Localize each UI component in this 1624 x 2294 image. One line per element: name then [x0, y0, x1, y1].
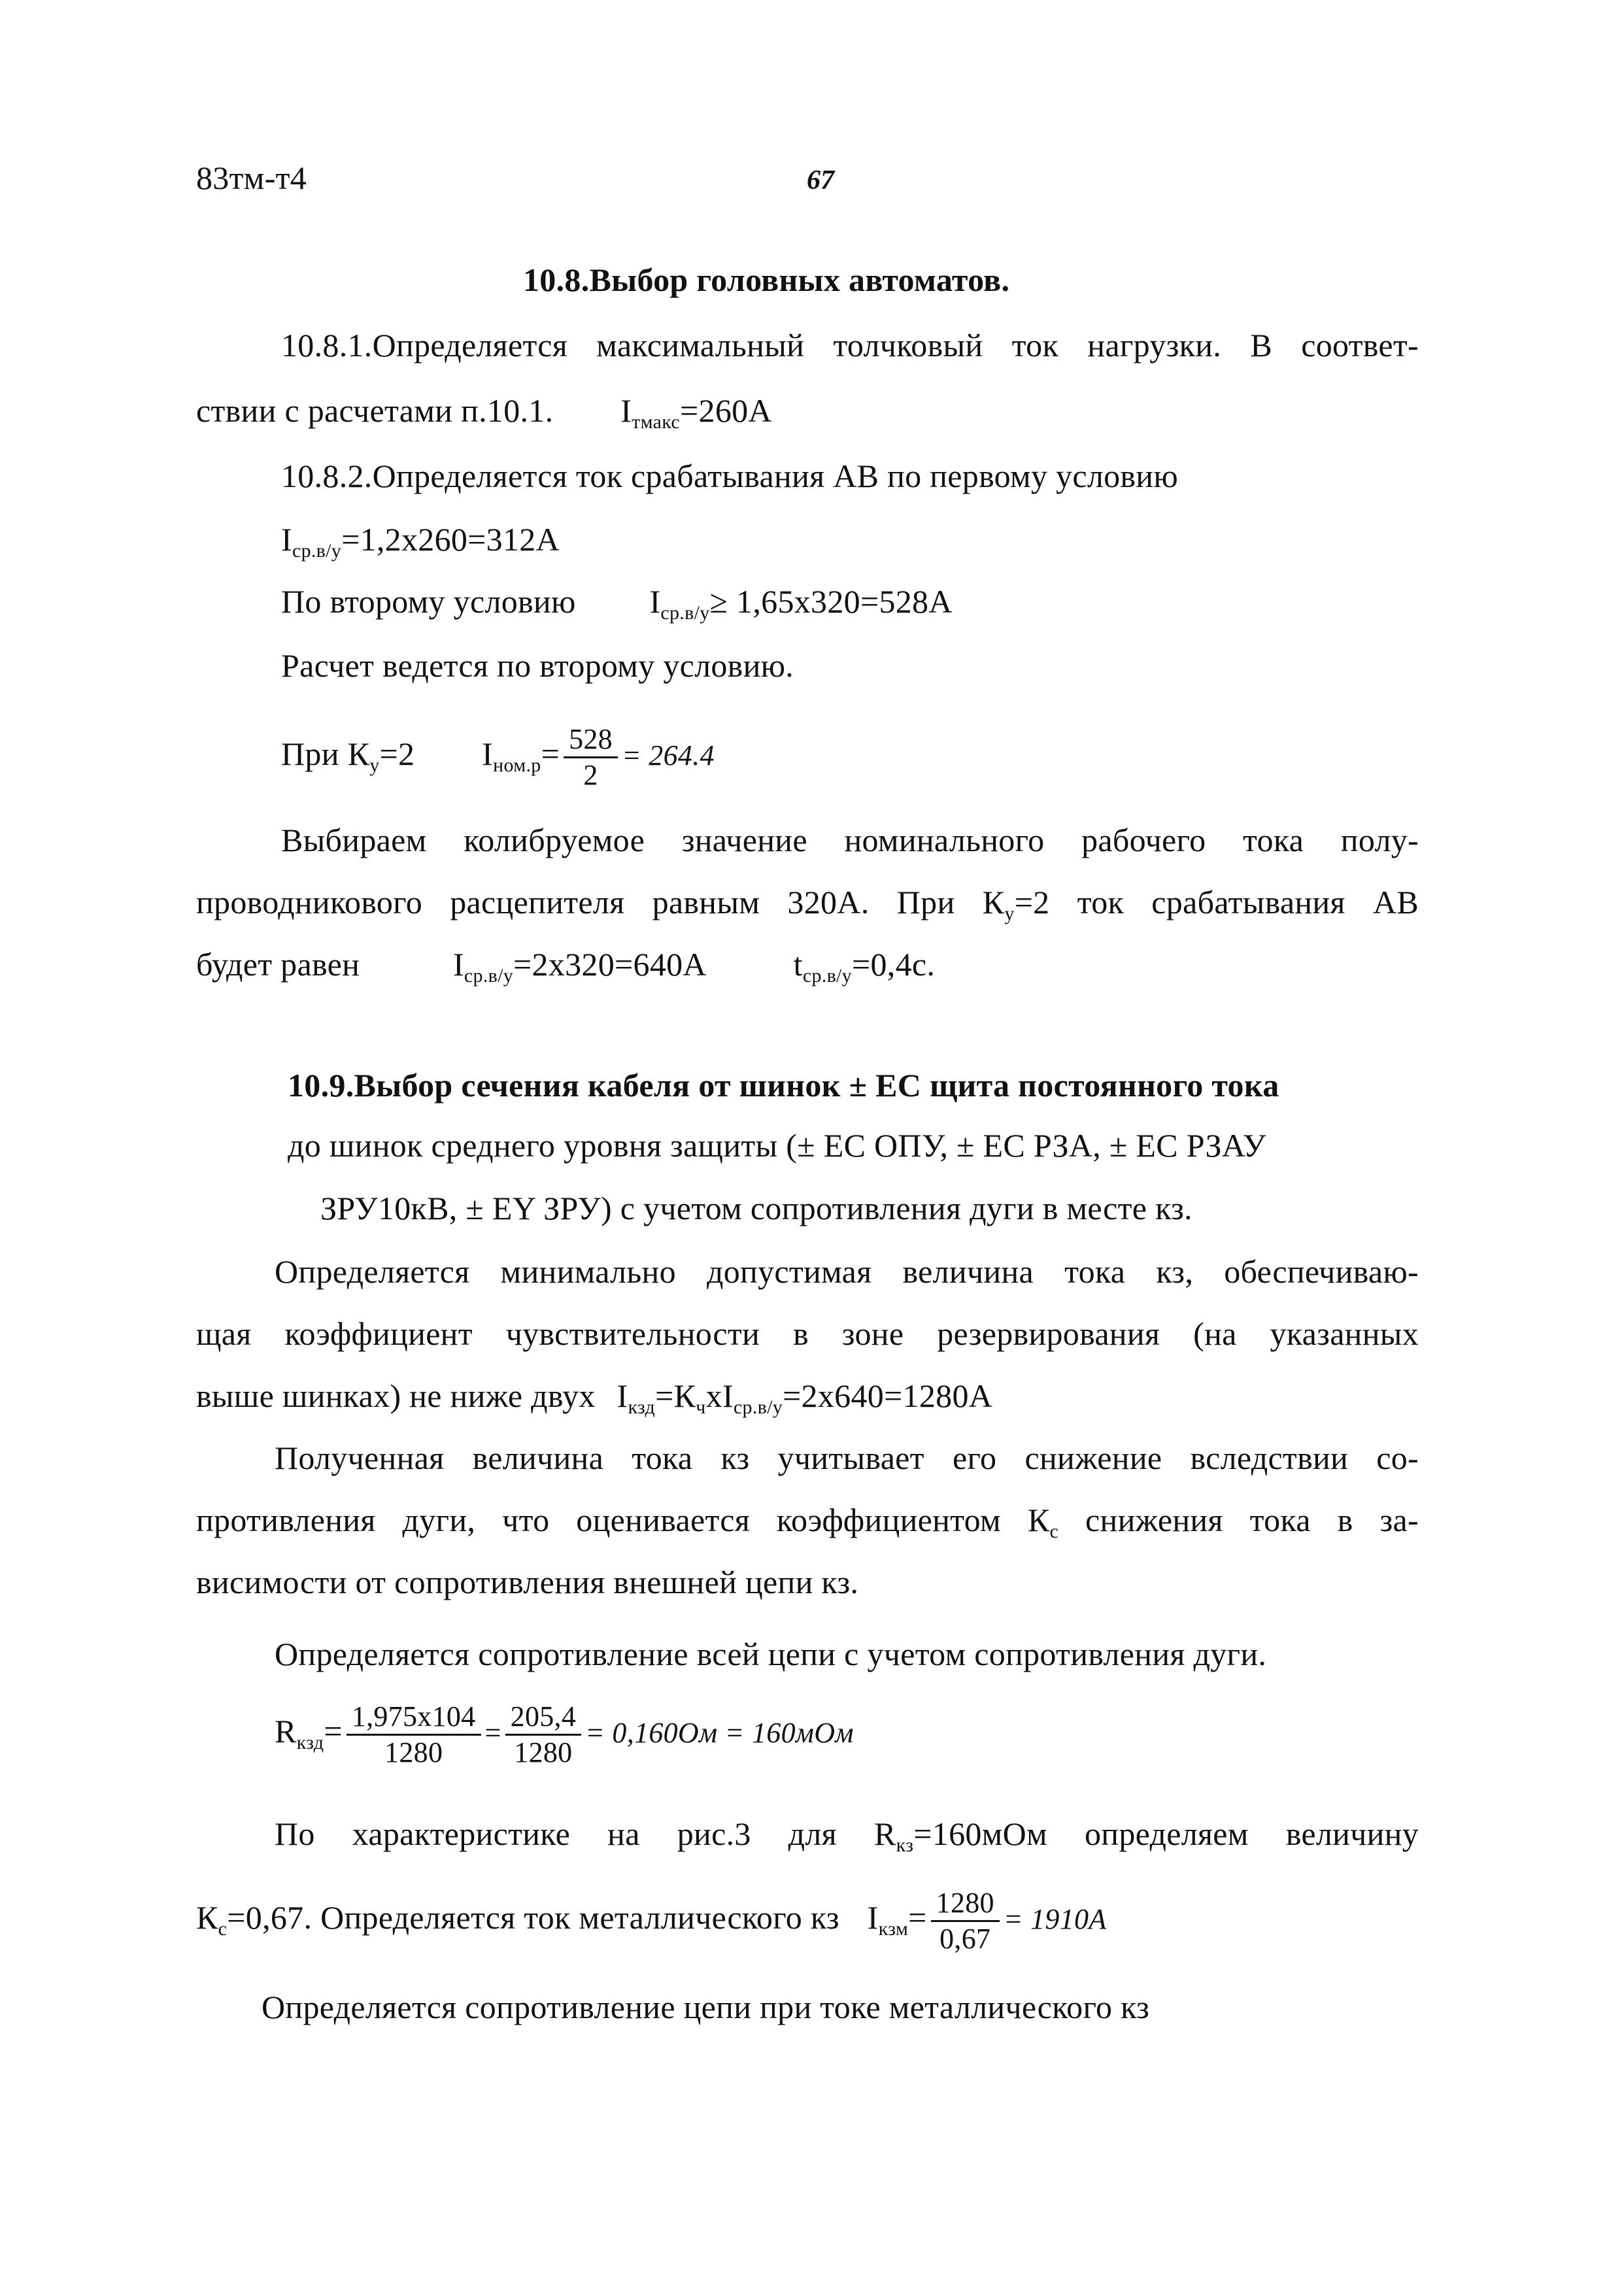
- denominator: 1280: [514, 1736, 573, 1768]
- fraction-2: [505, 1700, 582, 1770]
- subscript: кзд: [628, 1396, 656, 1418]
- subscript: ср.в/у: [802, 965, 852, 987]
- symbol: I: [649, 583, 661, 620]
- equals: =: [541, 735, 560, 772]
- text: По характеристике на рис.3 для R: [275, 1815, 896, 1852]
- subscript: ном.р: [493, 754, 541, 776]
- subscript: у: [1004, 903, 1015, 924]
- fraction: [564, 722, 618, 792]
- formula-i-kzm: [867, 1887, 1107, 1955]
- symbol: I: [482, 735, 494, 772]
- label: По второму условию: [281, 583, 576, 620]
- doc-code: 83тм-т4: [196, 160, 307, 196]
- text: =2 ток срабатывания АВ: [1014, 884, 1419, 920]
- fraction: [931, 1886, 1000, 1956]
- s109-p2-line2: [196, 1500, 1419, 1540]
- value: =0,4с.: [851, 946, 936, 983]
- text: хI: [705, 1377, 734, 1414]
- text: К: [196, 1898, 218, 1936]
- value: =2х320=640А: [513, 946, 707, 983]
- equals: =: [908, 1898, 927, 1936]
- paragraph-10-8-1-line1: 10.8.1.Определяется максимальный толчковый ток нагрузки. В соответ-: [281, 327, 1419, 363]
- label: При К: [281, 735, 370, 772]
- choose-line3: [196, 945, 936, 987]
- condition-2-line: [281, 582, 953, 624]
- s109-p1-line2: щая коэффициент чувствительности в зоне резервирования (на указанных: [196, 1315, 1419, 1352]
- value: ≥ 1,65х320=528А: [709, 583, 953, 620]
- result: = 264.4: [621, 739, 715, 771]
- symbol: I: [620, 392, 632, 429]
- paragraph-10-8-1-line2: [196, 391, 772, 433]
- s109-p1-line3: [196, 1376, 993, 1418]
- s109-p4-line2: [196, 1886, 1107, 1956]
- section-10-9-sub2: ЗРУ10кВ, ± ЕY ЗРУ) с учетом сопротивления дуги в месте кз.: [320, 1190, 1193, 1226]
- page-number: 67: [807, 165, 834, 195]
- text: выше шинках) не ниже двух: [196, 1377, 596, 1414]
- symbol: I: [452, 946, 464, 983]
- equals: =: [484, 1716, 501, 1749]
- symbol: t: [793, 946, 803, 983]
- subscript: ср.в/у: [660, 602, 710, 624]
- text: ствии с расчетами п.10.1.: [196, 392, 554, 429]
- s109-p3: Определяется сопротивление всей цепи с учетом сопротивления дуги.: [275, 1636, 1267, 1672]
- text: =К: [655, 1377, 696, 1414]
- subscript: кзд: [296, 1731, 324, 1753]
- choose-line1: Выбираем колибруемое значение номинального рабочего тока полу-: [281, 822, 1419, 858]
- symbol: I: [617, 1377, 628, 1414]
- section-10-9-sub1: до шинок среднего уровня защиты (± ЕС ОПУ, ± ЕС РЗА, ± ЕС РЗАУ: [288, 1127, 1266, 1164]
- subscript: ч: [696, 1396, 706, 1418]
- text: =160мОм определяем величину: [913, 1815, 1419, 1852]
- symbol: R: [275, 1712, 297, 1749]
- value: =1,2х260=312А: [341, 521, 560, 558]
- calc-note: Расчет ведется по второму условию.: [281, 647, 794, 684]
- formula-i-max: [620, 392, 772, 433]
- numerator: 528: [564, 722, 618, 758]
- formula-i-kzd: [617, 1377, 993, 1418]
- formula-i-cp-1: [281, 520, 560, 562]
- numerator: 1280: [931, 1886, 1000, 1922]
- result: = 1910А: [1003, 1902, 1107, 1935]
- ky-formula-line: [281, 722, 715, 792]
- text: будет равен: [196, 946, 360, 983]
- denominator: 0,67: [939, 1923, 991, 1955]
- subscript: у: [369, 754, 380, 776]
- denominator: 1280: [384, 1736, 443, 1768]
- result: = 0,160Ом = 160мОм: [585, 1716, 854, 1749]
- section-heading-10-9: 10.9.Выбор сечения кабеля от шинок ± ЕС щита постоянного тока: [288, 1067, 1279, 1104]
- fraction-1: [347, 1700, 481, 1770]
- value: =2х640=1280А: [783, 1377, 993, 1414]
- denominator: 2: [583, 759, 598, 791]
- value: =260А: [680, 392, 772, 429]
- s109-p4-line1: [275, 1814, 1419, 1856]
- symbol: I: [281, 521, 292, 558]
- formula-i-cp-3: [452, 946, 715, 987]
- choose-line2: [196, 883, 1419, 922]
- formula-t-cp: [793, 946, 936, 987]
- s109-p2-line1: Полученная величина тока кз учитывает его снижение вследствии со-: [275, 1440, 1419, 1476]
- subscript: тмакс: [632, 411, 681, 433]
- subscript: с: [1049, 1521, 1059, 1542]
- subscript: кзм: [878, 1917, 909, 1940]
- text: снижения тока в за-: [1085, 1502, 1419, 1538]
- subscript: ср.в/у: [292, 540, 342, 562]
- section-heading-10-8: 10.8.Выбор головных автоматов.: [523, 261, 1010, 298]
- formula-i-cp-2: [649, 583, 953, 624]
- text: противления дуги, что оценивается коэффициентом К: [196, 1502, 1050, 1538]
- subscript: кз: [896, 1834, 914, 1856]
- s109-p1-line1: Определяется минимально допустимая величина тока кз, обеспечиваю-: [275, 1253, 1419, 1290]
- subscript: с: [218, 1917, 228, 1940]
- formula-r-kzd: [275, 1700, 854, 1770]
- subscript: ср.в/у: [464, 965, 514, 987]
- value: =2: [379, 735, 415, 772]
- numerator: 205,4: [505, 1700, 582, 1736]
- subscript: ср.в/у: [733, 1396, 783, 1418]
- symbol: I: [867, 1898, 879, 1936]
- text: =0,67. Определяется ток металлического кз: [227, 1898, 839, 1936]
- s109-p2-line3: висимости от сопротивления внешней цепи кз.: [196, 1564, 859, 1600]
- s109-p5: Определяется сопротивление цепи при токе металлического кз: [262, 1989, 1150, 2025]
- equals: =: [324, 1712, 343, 1749]
- numerator: 1,975х104: [347, 1700, 481, 1736]
- paragraph-10-8-2: 10.8.2.Определяется ток срабатывания АВ по первому условию: [281, 458, 1179, 494]
- formula-i-nom: [482, 723, 715, 791]
- text: проводникового расцепителя равным 320А. При К: [196, 884, 1005, 920]
